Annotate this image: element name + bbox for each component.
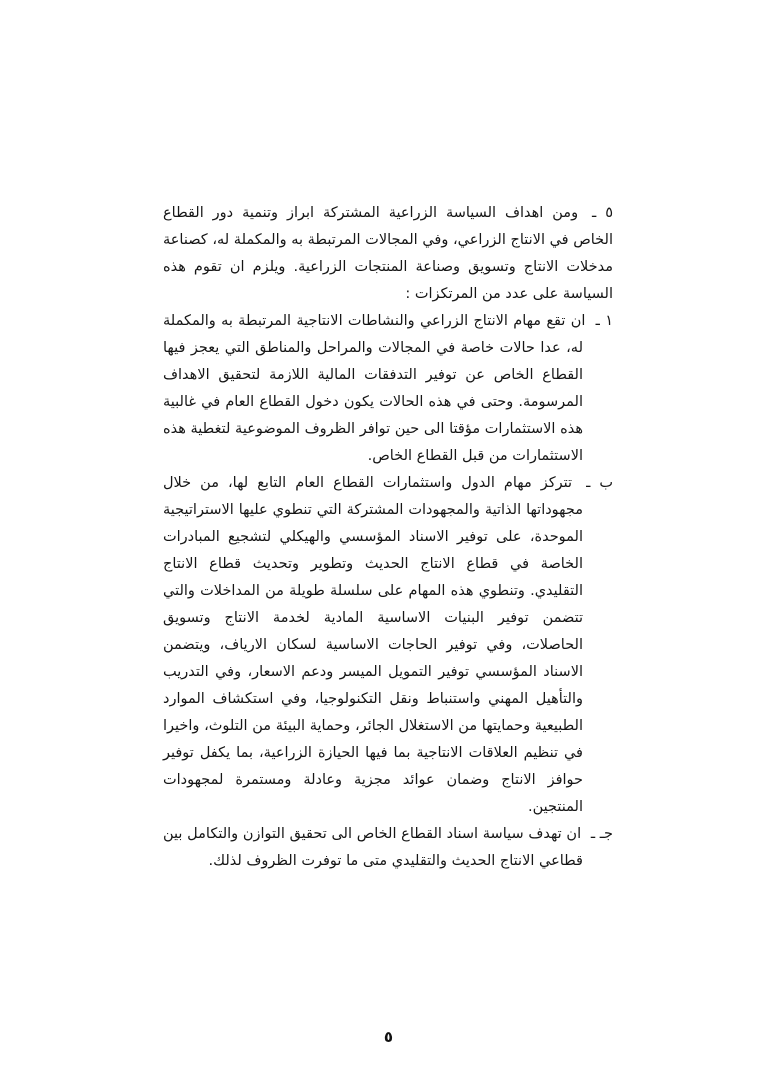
- text-block: [163, 200, 613, 875]
- item-text: تتركز مهام الدول واستثمارات القطاع العام التابع لها، من خلال مجهوداتها الذاتية والمجهودات المشتركة التي تنطوي عليها الاستراتيجية الموحدة، على توفير الاسناد المؤسسي والهيكلي لتشجيع المبادرات الخاصة في قطاع الانتاج الحديث وتطوير وتحديث قطاع الانتاج التقليدي. وتنطوي هذه المهام على سلسلة طويلة من المداخلات والتي تتضمن توفير البنيات الاساسية المادية لخدمة الانتاج وتسويق الحاصلات، وفي توفير الحاجات الاساسية لسكان الارياف، ويتضمن الاسناد المؤسسي توفير التمويل الميسر ودعم الاسعار، وفي التدريب والتأهيل المهني واستنباط ونقل التكنولوجيا، وفي استكشاف الموارد الطبيعية وحمايتها من الاستغلال الجائر، وحماية البيئة من التلوث، واخيرا في تنظيم العلاقات الانتاجية بما فيها الحيازة الزراعية، بما يكفل توفير حوافز الانتاج وضمان عوائد مجزية وعادلة ومستمرة لمجهودات المنتجين.: [163, 475, 583, 815]
- item-text: ومن اهداف السياسة الزراعية المشتركة ابراز وتنمية دور القطاع الخاص في الانتاج الزراعي، وفي المجالات المرتبطة به والمكملة له، كصناعة مدخلات الانتاج وتسويق وصناعة المنتجات الزراعية. ويلزم ان تقوم هذه السياسة على عدد من المرتكزات :: [163, 205, 613, 302]
- page-number: ٥: [383, 1028, 394, 1046]
- item-text: ان تهدف سياسة اسناد القطاع الخاص الى تحقيق التوازن والتكامل بين قطاعي الانتاج الحديث والتقليدي متى ما توفرت الظروف لذلك.: [163, 826, 583, 869]
- list-item-b: [163, 470, 613, 821]
- item-marker: ٥ ـ: [592, 205, 613, 221]
- item-marker: ب ـ: [586, 475, 614, 491]
- list-item-1: [163, 308, 613, 470]
- item-marker: ١ ـ: [595, 313, 613, 329]
- paragraph-item-5: [163, 200, 613, 308]
- item-marker: جـ ـ: [590, 826, 613, 842]
- list-item-jeem: [163, 821, 613, 875]
- item-text: ان تقع مهام الانتاج الزراعي والنشاطات الانتاجية المرتبطة به والمكملة له، عدا حالات خاصة في المجالات والمراحل والمناطق التي يعجز فيها القطاع الخاص عن توفير التدفقات المالية اللازمة لتحقيق الاهداف المرسومة. وحتى في هذه الحالات يكون دخول القطاع العام في غالبية هذه الاستثمارات مؤقتا الى حين توافر الظروف الموضوعية لتغطية هذه الاستثمارات من قبل القطاع الخاص.: [163, 313, 586, 464]
